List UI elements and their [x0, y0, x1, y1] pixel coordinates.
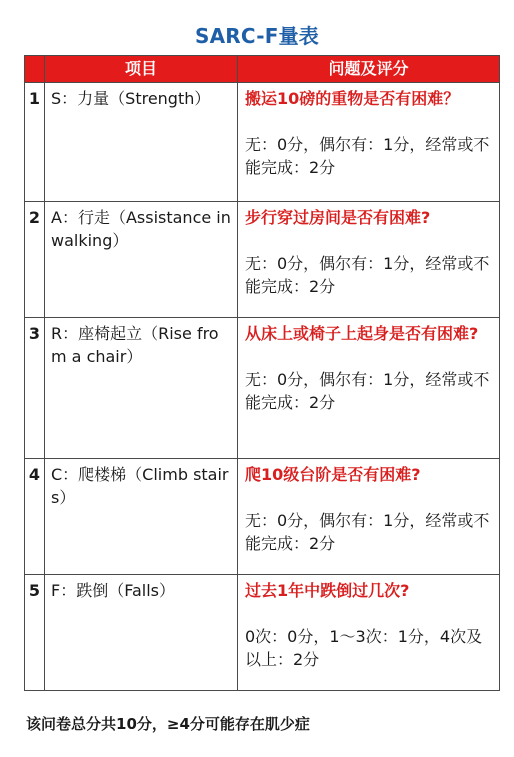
- question-cell: [238, 318, 500, 459]
- item-cell: R：座椅起立（Rise from a chair）: [45, 318, 238, 459]
- question-text: 步行穿过房间是否有困难?: [245, 208, 431, 227]
- question-text: 过去1年中跌倒过几次?: [245, 581, 410, 600]
- question-cell: [238, 459, 500, 575]
- question-text: 从床上或椅子上起身是否有困难?: [245, 324, 479, 343]
- row-number: 3: [25, 318, 45, 459]
- footnote: 该问卷总分共10分，≥4分可能存在肌少症: [26, 715, 310, 733]
- question-text: 搬运10磅的重物是否有困难？: [245, 89, 460, 108]
- scoring-text: 无：0分，偶尔有：1分，经常或不能完成：2分: [245, 511, 490, 553]
- table-row: [25, 318, 500, 459]
- header-item: 项目: [45, 56, 238, 83]
- question-cell: [238, 83, 500, 202]
- item-cell: F：跌倒（Falls）: [45, 575, 238, 691]
- header-number-cell: [25, 56, 45, 83]
- header-question: 问题及评分: [238, 56, 500, 83]
- item-cell: A：行走（Assistance in walking）: [45, 202, 238, 318]
- question-text: 爬10级台阶是否有困难?: [245, 465, 421, 484]
- table-row: [25, 459, 500, 575]
- row-number: 2: [25, 202, 45, 318]
- row-number: 5: [25, 575, 45, 691]
- table-row: [25, 575, 500, 691]
- scoring-text: 0次：0分，1～3次：1分，4次及以上：2分: [245, 627, 483, 669]
- scoring-text: 无：0分，偶尔有：1分，经常或不能完成：2分: [245, 254, 490, 296]
- question-cell: [238, 575, 500, 691]
- item-cell: C：爬楼梯（Climb stairs）: [45, 459, 238, 575]
- row-number: 1: [25, 83, 45, 202]
- question-cell: [238, 202, 500, 318]
- row-number: 4: [25, 459, 45, 575]
- sarc-f-table: [24, 55, 500, 691]
- scoring-text: 无：0分，偶尔有：1分，经常或不能完成：2分: [245, 370, 490, 412]
- table-header-row: [25, 56, 500, 83]
- scoring-text: 无：0分，偶尔有：1分，经常或不能完成：2分: [245, 135, 490, 177]
- table-row: [25, 202, 500, 318]
- item-cell: S：力量（Strength）: [45, 83, 238, 202]
- table-row: [25, 83, 500, 202]
- page-title: SARC-F量表: [195, 24, 319, 48]
